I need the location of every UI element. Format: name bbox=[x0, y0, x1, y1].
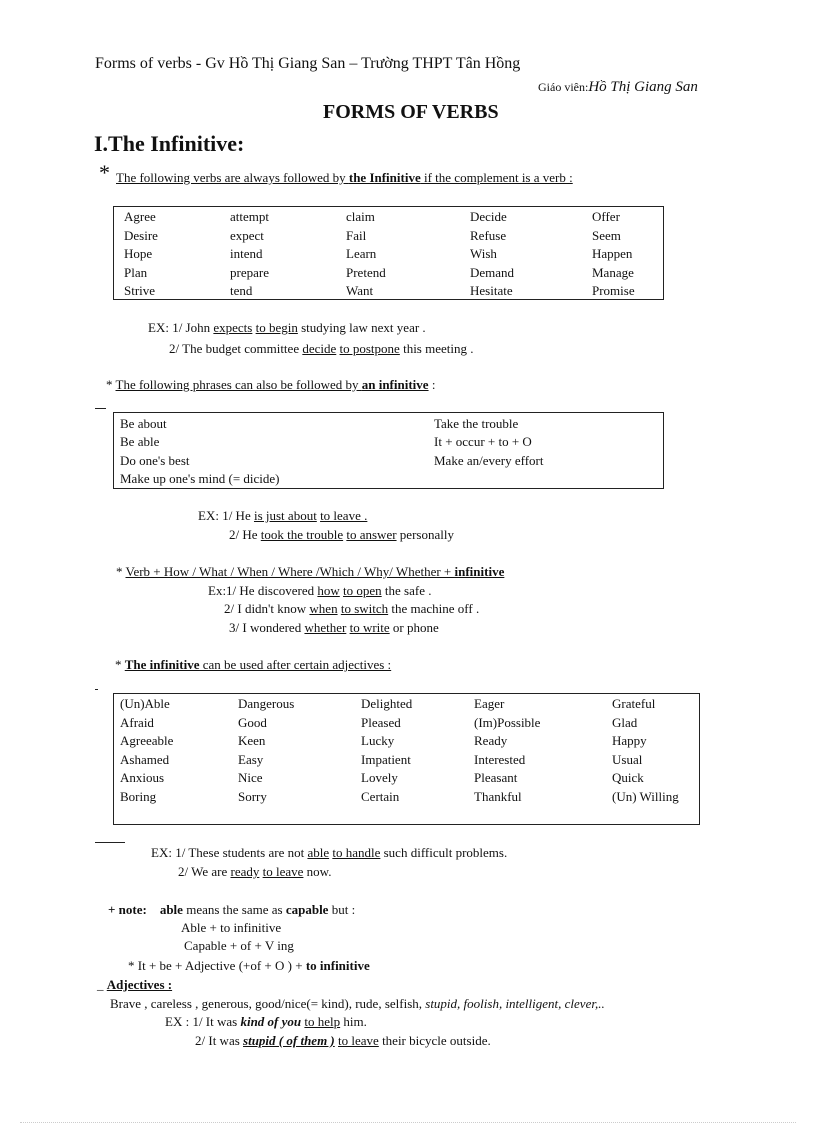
adjective-cell: Sorry bbox=[238, 788, 267, 804]
verb-cell: expect bbox=[230, 227, 264, 243]
verb-cell: Offer bbox=[592, 209, 620, 224]
adjective-cell: Dangerous bbox=[238, 696, 295, 711]
note-line-1: Able + to infinitive bbox=[181, 920, 282, 935]
phrases-table bbox=[113, 412, 664, 489]
adjective-cell: Eager bbox=[474, 696, 505, 711]
section-heading: I.The Infinitive: bbox=[94, 131, 245, 156]
header-text: Forms of verbs - Gv Hồ Thị Giang San – Trường THPT Tân Hồng bbox=[95, 55, 521, 72]
adjective-cell: Glad bbox=[612, 714, 638, 730]
phrase-cell: Take the trouble bbox=[434, 416, 519, 431]
s3-intro: * Verb + How / What / When / Where /Which / Why/ Whether + infinitive bbox=[116, 564, 505, 579]
adjective-cell: Good bbox=[238, 714, 267, 730]
note-line-2: Capable + of + V ing bbox=[184, 938, 294, 953]
phrase-cell: Do one's best bbox=[120, 452, 190, 468]
verbs-table bbox=[113, 206, 664, 300]
adjective-cell: Lucky bbox=[361, 733, 395, 748]
s3-example-3: 3/ I wondered whether to write or phone bbox=[229, 620, 439, 635]
adjective-cell: Agreeable bbox=[120, 733, 174, 748]
adjective-cell: Lovely bbox=[361, 770, 398, 785]
s4-example-1: EX: 1/ These students are not able to handle such difficult problems. bbox=[151, 845, 508, 860]
verb-cell: Seem bbox=[592, 227, 621, 243]
adjective-cell: Boring bbox=[120, 788, 157, 804]
s3-example-2: 2/ I didn't know when to switch the machine off . bbox=[224, 601, 480, 616]
s1-example-1: EX: 1/ John expects to begin studying law next year . bbox=[148, 320, 426, 335]
verb-cell: prepare bbox=[230, 264, 269, 280]
note-line: + note: able means the same as capable but : bbox=[108, 902, 356, 917]
header-line bbox=[95, 55, 520, 73]
s1-star: * bbox=[99, 160, 110, 185]
verb-cell: Agree bbox=[124, 209, 156, 224]
verb-cell: Promise bbox=[592, 283, 635, 298]
adjectives-list: Brave , careless , generous, good/nice(= kind), rude, selfish, stupid, foolish, intelligent, clever,.. bbox=[110, 996, 605, 1011]
adjective-cell: Anxious bbox=[120, 770, 165, 785]
verb-cell: Happen bbox=[592, 246, 633, 261]
verb-cell: Plan bbox=[124, 264, 148, 280]
adjective-cell: Usual bbox=[612, 751, 643, 767]
adjective-cell: (Un) Willing bbox=[612, 788, 679, 804]
verb-cell: intend bbox=[230, 246, 263, 261]
adjective-cell: (Im)Possible bbox=[474, 714, 541, 730]
page-title: FORMS OF VERBS bbox=[323, 101, 499, 123]
s1-intro: The following verbs are always followed by the Infinitive if the complement is a verb : bbox=[116, 170, 573, 185]
adjective-cell: Certain bbox=[361, 788, 400, 804]
verb-cell: Refuse bbox=[470, 227, 507, 243]
verb-cell: Manage bbox=[592, 264, 634, 280]
phrase-cell: Be about bbox=[120, 416, 167, 431]
divider bbox=[95, 842, 125, 843]
adjective-cell: (Un)Able bbox=[120, 696, 170, 711]
verb-cell: tend bbox=[230, 283, 253, 298]
verb-cell: claim bbox=[346, 209, 375, 224]
adjectives-table bbox=[113, 693, 700, 825]
verb-cell: Pretend bbox=[346, 264, 386, 280]
phrase-cell: Be able bbox=[120, 434, 160, 450]
adjective-cell: Easy bbox=[238, 751, 264, 767]
s3-example-1: Ex:1/ He discovered how to open the safe . bbox=[208, 583, 432, 598]
adjective-cell: Ashamed bbox=[120, 751, 170, 767]
adj-example-2: 2/ It was stupid ( of them ) to leave their bicycle outside. bbox=[195, 1033, 491, 1048]
verb-cell: Desire bbox=[124, 227, 158, 243]
adj-example-1: EX : 1/ It was kind of you to help him. bbox=[165, 1014, 367, 1029]
verb-cell: Decide bbox=[470, 209, 507, 224]
verb-cell: Demand bbox=[470, 264, 515, 280]
adjectives-heading: _ Adjectives : bbox=[97, 977, 173, 992]
phrase-cell: It + occur + to + O bbox=[434, 434, 532, 450]
adjective-cell: Happy bbox=[612, 733, 647, 748]
adjective-cell: Thankful bbox=[474, 788, 522, 804]
teacher-name: Hồ Thị Giang San bbox=[588, 79, 698, 95]
s1-example-2: 2/ The budget committee decide to postpone this meeting . bbox=[169, 341, 474, 356]
teacher-line bbox=[538, 78, 698, 96]
phrase-cell: Make up one's mind (= dicide) bbox=[120, 470, 280, 486]
verb-cell: Hesitate bbox=[470, 283, 513, 298]
adjective-cell: Ready bbox=[474, 733, 508, 748]
s2-example-2: 2/ He took the trouble to answer personally bbox=[229, 527, 454, 542]
s2-example-1: EX: 1/ He is just about to leave . bbox=[198, 508, 368, 523]
verb-cell: Hope bbox=[124, 246, 153, 261]
verb-cell: Wish bbox=[470, 246, 497, 261]
adjective-cell: Delighted bbox=[361, 696, 413, 711]
adjective-cell: Nice bbox=[238, 770, 263, 785]
s4-example-2: 2/ We are ready to leave now. bbox=[178, 864, 332, 879]
verb-cell: Fail bbox=[346, 227, 367, 243]
divider bbox=[95, 689, 98, 690]
s2-intro: * The following phrases can also be followed by an infinitive : bbox=[106, 377, 436, 392]
verb-cell: Strive bbox=[124, 283, 156, 298]
adjective-cell: Grateful bbox=[612, 696, 656, 711]
teacher-prefix: Giáo viên: bbox=[538, 80, 589, 94]
verb-cell: Learn bbox=[346, 246, 377, 261]
s4-intro: * The infinitive can be used after certain adjectives : bbox=[115, 657, 392, 672]
divider bbox=[95, 408, 106, 409]
adjective-cell: Impatient bbox=[361, 751, 411, 767]
adjective-cell: Quick bbox=[612, 770, 644, 785]
phrase-cell: Make an/every effort bbox=[434, 452, 544, 468]
adjective-cell: Pleased bbox=[361, 714, 401, 730]
adjective-cell: Afraid bbox=[120, 714, 154, 730]
adjective-cell: Interested bbox=[474, 751, 526, 767]
verb-cell: attempt bbox=[230, 209, 269, 224]
note-line-3: * It + be + Adjective (+of + O ) + to infinitive bbox=[128, 958, 370, 973]
adjective-cell: Pleasant bbox=[474, 770, 518, 785]
adjective-cell: Keen bbox=[238, 733, 266, 748]
verb-cell: Want bbox=[346, 283, 374, 298]
